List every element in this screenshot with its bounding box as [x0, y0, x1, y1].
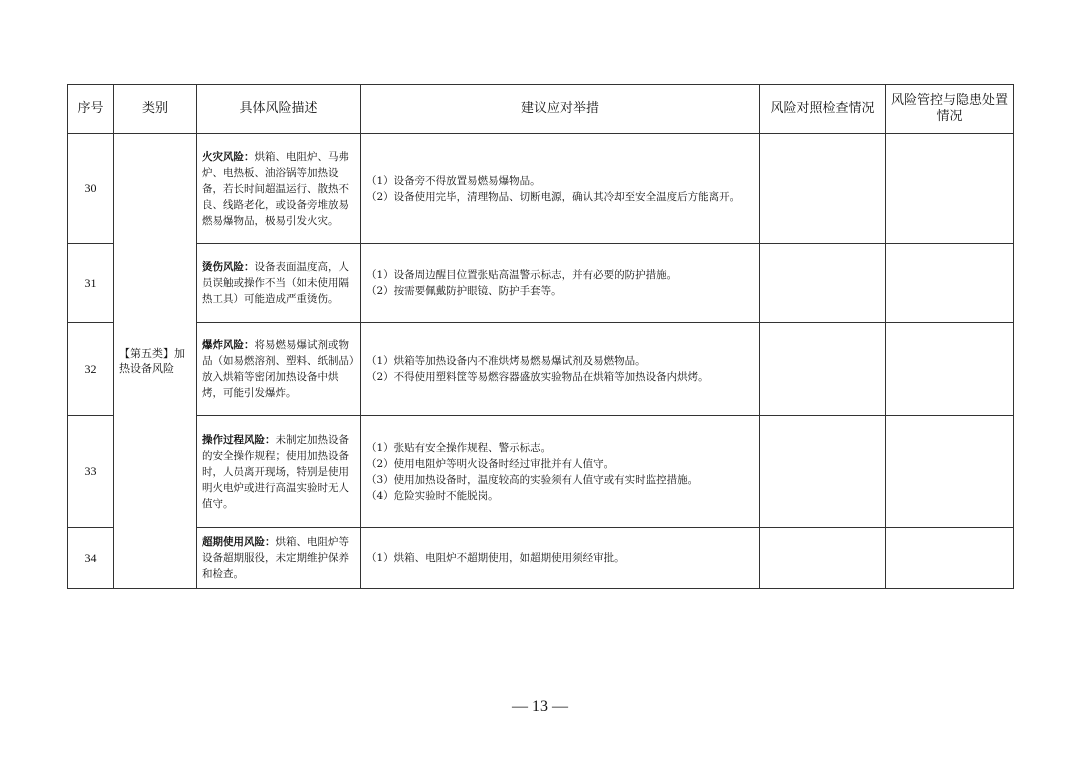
table-row [68, 323, 1014, 416]
table-row [68, 134, 1014, 244]
measure-item: （3）使用加热设备时，温度较高的实验须有人值守或有实时监控措施。 [366, 473, 699, 486]
risk-title: 超期使用风险： [202, 536, 276, 548]
measure-item: （1）张贴有安全操作规程、警示标志。 [366, 441, 552, 454]
header-category: 类别 [114, 85, 197, 134]
control-status-cell[interactable] [886, 416, 1014, 528]
control-status-cell[interactable] [886, 528, 1014, 589]
table-row [68, 416, 1014, 528]
category-cell: 【第五类】加热设备风险 [114, 134, 197, 589]
control-status-cell[interactable] [886, 323, 1014, 416]
measure-item: （1）设备周边醒目位置张贴高温警示标志，并有必要的防护措施。 [366, 269, 678, 281]
measure-item: （4）危险实验时不能脱岗。 [366, 489, 499, 502]
measure-item: （1）烘箱等加热设备内不准烘烤易燃易爆试剂及易燃物品。 [366, 355, 646, 367]
risk-text: 将易燃易爆试剂或物品（如易燃溶剂、塑料、纸制品）放入烘箱等密闭加热设备中烘烤，可能引发爆炸。 [202, 339, 355, 399]
table-row [68, 528, 1014, 589]
header-risk-description: 具体风险描述 [197, 85, 361, 134]
row-number: 31 [68, 244, 114, 323]
risk-text: 烘箱、电阻炉等设备超期服役，未定期维护保养和检查。 [202, 536, 349, 580]
measure-item: （2）不得使用塑料筐等易燃容器盛放实验物品在烘箱等加热设备内烘烤。 [366, 371, 709, 383]
risk-text: 设备表面温度高，人员误触或操作不当（如未使用隔热工具）可能造成严重烫伤。 [202, 261, 349, 305]
row-number: 32 [68, 323, 114, 416]
risk-title: 操作过程风险： [202, 433, 276, 446]
risk-title: 烫伤风险： [202, 261, 255, 273]
check-status-cell[interactable] [760, 416, 886, 528]
row-number: 30 [68, 134, 114, 244]
measures-cell [361, 134, 760, 244]
header-check-status: 风险对照检查情况 [760, 85, 886, 134]
measure-item: （1）烘箱、电阻炉不超期使用，如超期使用须经审批。 [366, 552, 625, 564]
check-status-cell[interactable] [760, 528, 886, 589]
risk-title: 爆炸风险： [202, 339, 255, 351]
risk-description [197, 528, 361, 589]
risk-description [197, 416, 361, 528]
measures-cell [361, 528, 760, 589]
header-index: 序号 [68, 85, 114, 134]
risk-description [197, 244, 361, 323]
measure-item: （2）按需要佩戴防护眼镜、防护手套等。 [366, 285, 562, 297]
measure-item: （2）使用电阻炉等明火设备时经过审批并有人值守。 [366, 457, 615, 470]
measures-cell [361, 416, 760, 528]
control-status-cell[interactable] [886, 244, 1014, 323]
header-control-status: 风险管控与隐患处置情况 [886, 85, 1014, 134]
risk-text: 烘箱、电阻炉、马弗炉、电热板、油浴锅等加热设备，若长时间超温运行、散热不良、线路老化，或设备旁堆放易燃易爆物品，极易引发火灾。 [202, 150, 349, 227]
control-status-cell[interactable] [886, 134, 1014, 244]
check-status-cell[interactable] [760, 323, 886, 416]
check-status-cell[interactable] [760, 244, 886, 323]
header-measures: 建议应对举措 [361, 85, 760, 134]
measures-cell [361, 323, 760, 416]
risk-description [197, 323, 361, 416]
risk-description [197, 134, 361, 244]
risk-text: 未制定加热设备的安全操作规程；使用加热设备时，人员离开现场，特别是使用明火电炉或进行高温实验时无人值守。 [202, 433, 349, 510]
table-header-row [68, 85, 1014, 134]
risk-table [67, 84, 1014, 589]
measures-cell [361, 244, 760, 323]
row-number: 34 [68, 528, 114, 589]
page-number: — 13 — [512, 698, 568, 715]
measure-item: （1）设备旁不得放置易燃易爆物品。 [366, 174, 541, 187]
table-row [68, 244, 1014, 323]
risk-title: 火灾风险： [202, 150, 255, 163]
row-number: 33 [68, 416, 114, 528]
check-status-cell[interactable] [760, 134, 886, 244]
measure-item: （2）设备使用完毕，清理物品、切断电源，确认其冷却至安全温度后方能离开。 [366, 190, 741, 203]
